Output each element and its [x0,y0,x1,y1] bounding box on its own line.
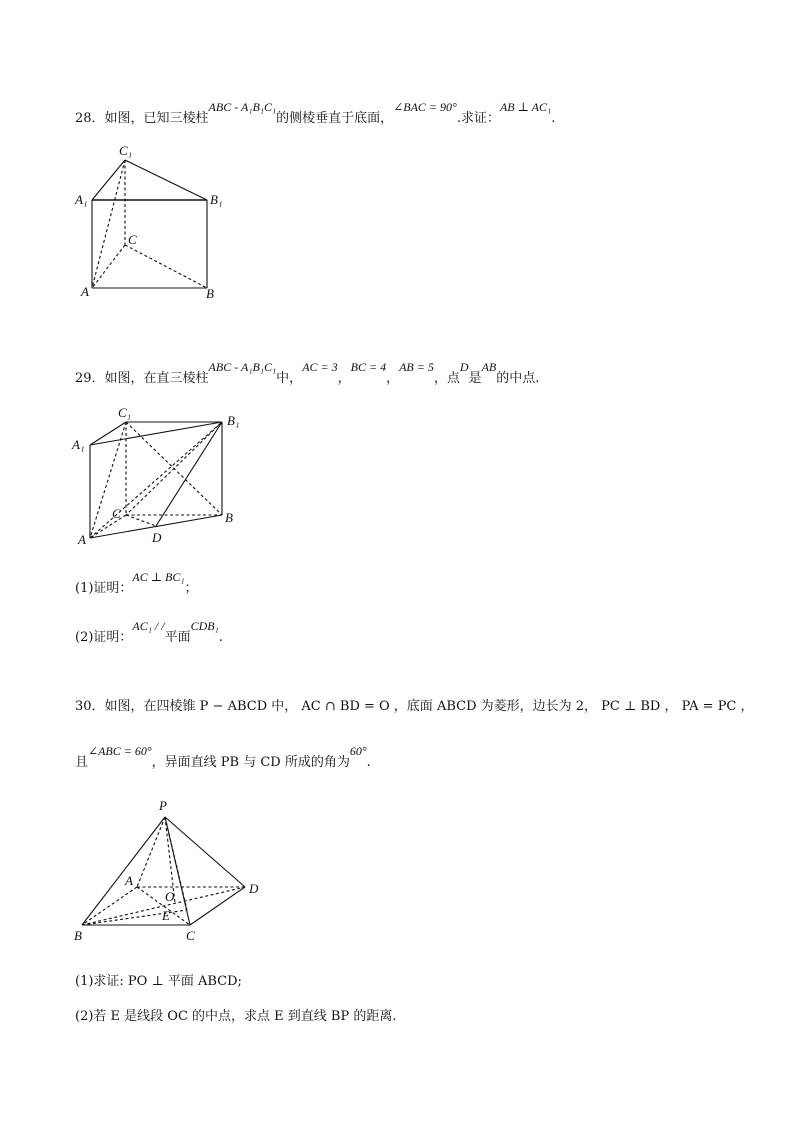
q29-stem-text: 29．如图，在直三棱柱 [75,371,209,386]
q29-part1-math: AC ⊥ BC₁ [132,570,185,584]
q28-end: . [551,111,556,126]
q29-label-c1: C₁ [118,405,132,420]
q28-hidden-edge [125,245,207,288]
q28-stem-text: 28．如图，已知三棱柱 [75,111,209,126]
q28-label-c: C [128,232,137,247]
q30-label-c: C [186,928,195,943]
q28-stem-text-3: .求证： [456,111,500,126]
q30-label-d: D [249,881,259,896]
q30-label-b: B [74,928,82,943]
q28-prism-math: ABC - A₁B₁C₁ [208,100,277,114]
q29-hidden-edge [126,515,156,526]
q29-part2-math: AC₁ / / [132,619,165,633]
q28-figure [70,140,240,305]
q30-label-e: E [162,908,170,923]
q29-label-c: C [112,506,121,521]
q30-stem-line1 [75,697,754,717]
q30-edge [190,887,245,925]
q29-part1 [75,570,198,599]
q30-part2-text: (2)若 E 是线段 OC 的中点，求点 E 到直线 BP 的距离. [75,1009,397,1024]
q29-label-a1: A₁ [72,437,85,452]
q28-edge [125,160,207,200]
q30-hidden-edge [82,910,187,925]
q29-part1-label: (1)证明： [75,581,133,596]
q28-label-a: A [81,284,89,299]
q28-stem [75,100,556,129]
q28-edge [92,160,125,200]
q29-is-text: 是 [468,371,482,386]
q29-sep: ， [386,371,400,386]
q29-ab-math: AB = 5 [399,360,434,374]
q30-edge [165,817,245,887]
q30-stem-text-2: 且 [75,755,89,770]
q30-hidden-edge [82,887,137,925]
q30-figure [70,790,280,950]
q30-part1-text: (1)求证: PO ⊥ 平面 ABCD; [75,974,242,989]
q29-part2-label: (2)证明： [75,630,133,645]
q30-label-a: A [125,873,133,888]
q29-hidden-edge [90,422,222,538]
q29-part2 [75,619,223,648]
q30-stem-text: 30．如图，在四棱锥 P − ABCD 中， AC ∩ BD = O ，底面 ABCD 为菱形，边长为 2， PC ⊥ BD ， PA = PC ， [75,699,754,714]
q29-sep: ， [337,371,351,386]
q30-part1 [75,972,242,992]
q28-label-a1: A₁ [75,192,88,207]
q29-ab2-math: AB [481,360,497,374]
q29-part2-text: 平面 [164,630,191,645]
q29-stem [75,360,540,389]
q29-stem-text-2: 中， [276,371,303,386]
q28-goal-math: AB ⊥ AC₁ [499,100,552,114]
q29-figure [70,400,260,550]
q29-end: 的中点. [496,371,540,386]
q29-edge [156,422,222,526]
q30-stem-line2 [75,744,371,773]
q29-label-b1: B₁ [227,413,240,428]
q29-label-a: A [78,532,86,547]
q29-ac-math: AC = 3 [302,360,338,374]
q30-hidden-edge [137,817,165,887]
q29-part2-math2: CDB₁ [190,619,219,633]
q29-sep: ，点 [433,371,460,386]
q30-deg-math: 60° [349,744,367,758]
q28-label-c1: C₁ [119,143,133,158]
q29-label-d: D [152,530,162,545]
q29-part1-end: ； [184,581,198,596]
q30-angle-math: ∠ABC = 60° [88,744,152,758]
q29-part2-end: . [218,630,223,645]
q30-label-o: O [165,889,175,904]
q29-prism-math: ABC - A₁B₁C₁ [208,360,277,374]
q29-label-b: B [225,510,233,525]
q30-end: . [366,755,371,770]
q28-stem-text-2: 的侧棱垂直于底面， [276,111,394,126]
q28-label-b1: B₁ [210,192,223,207]
q28-angle-math: ∠BAC = 90° [393,100,457,114]
q28-hidden-edge [92,245,125,288]
q30-stem-text-3: ，异面直线 PB 与 CD 所成的角为 [151,755,350,770]
q30-part2 [75,1007,397,1027]
q30-label-p: P [159,798,167,813]
q29-bc-math: BC = 4 [350,360,387,374]
q28-label-b: B [206,286,214,301]
q29-d-math: D [459,360,469,374]
